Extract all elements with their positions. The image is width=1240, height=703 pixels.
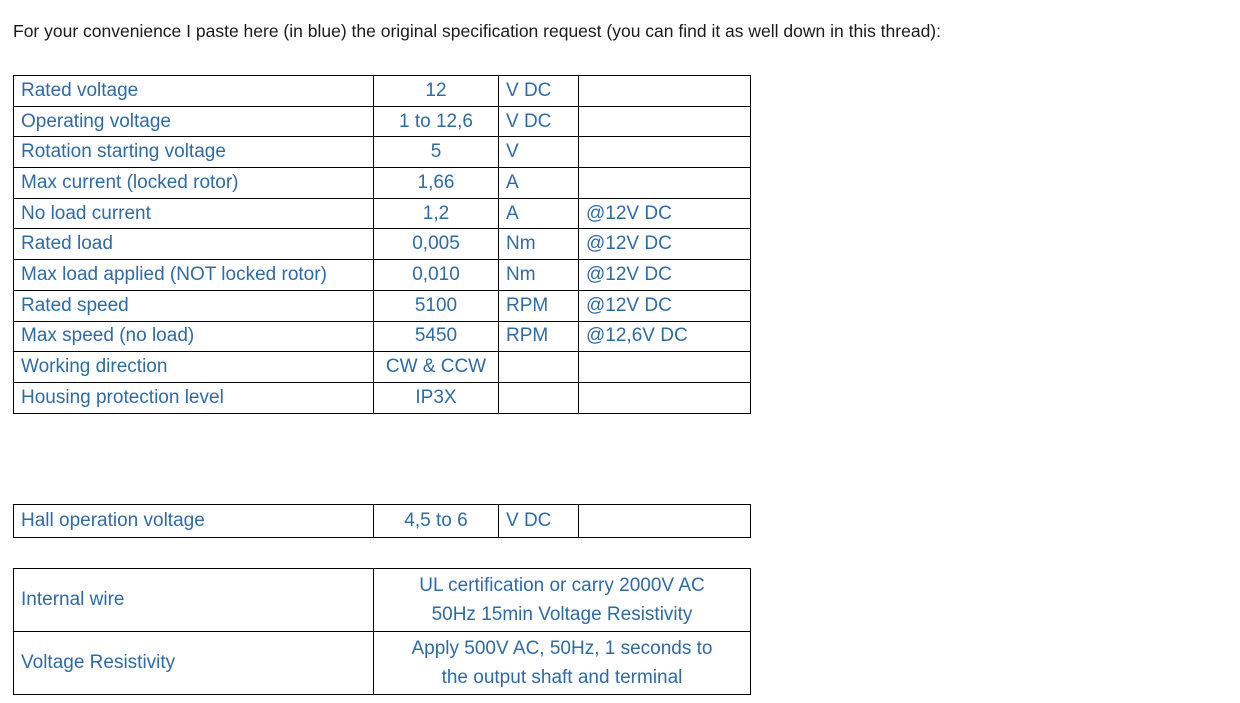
hall-spec-table-body — [14, 504, 751, 537]
spec-unit-cell: V — [499, 137, 579, 168]
spec-unit-cell: V DC — [499, 106, 579, 137]
spec-condition-cell: @12,6V DC — [579, 321, 751, 352]
spec-value-cell: 4,5 to 6 — [374, 504, 499, 537]
spec-value-cell: 0,010 — [374, 260, 499, 291]
spec-value-cell: 5 — [374, 137, 499, 168]
spec-condition-cell: @12V DC — [579, 260, 751, 291]
table-row — [14, 290, 751, 321]
spec-unit-cell — [499, 352, 579, 383]
intro-text: For your convenience I paste here (in blue) the original specification request (you can find it as well down in this thread): — [13, 21, 941, 41]
spec-unit-cell: V DC — [499, 504, 579, 537]
table-row — [14, 106, 751, 137]
spec-unit-cell: V DC — [499, 76, 579, 107]
spec-parameter-cell: Rotation starting voltage — [14, 137, 374, 168]
spec-parameter-cell: Rated load — [14, 229, 374, 260]
wire-spec-table-body — [14, 568, 751, 694]
spec-parameter-cell: Internal wire — [14, 568, 374, 631]
table-row — [14, 260, 751, 291]
table-row — [14, 229, 751, 260]
table-row — [14, 137, 751, 168]
spec-unit-cell: A — [499, 198, 579, 229]
spec-condition-cell — [579, 352, 751, 383]
table-row — [14, 352, 751, 383]
table-row — [14, 382, 751, 413]
description-line: 50Hz 15min Voltage Resistivity — [431, 603, 693, 625]
spec-parameter-cell: No load current — [14, 198, 374, 229]
spec-parameter-cell: Voltage Resistivity — [14, 631, 374, 694]
spec-unit-cell: Nm — [499, 260, 579, 291]
table-row — [14, 631, 751, 694]
spec-unit-cell: RPM — [499, 290, 579, 321]
spec-condition-cell: @12V DC — [579, 198, 751, 229]
spec-condition-cell: @12V DC — [579, 290, 751, 321]
spec-unit-cell: RPM — [499, 321, 579, 352]
spec-value-cell: 0,005 — [374, 229, 499, 260]
spec-condition-cell — [579, 106, 751, 137]
spec-value-cell: 1 to 12,6 — [374, 106, 499, 137]
spec-condition-cell — [579, 382, 751, 413]
table-row — [14, 76, 751, 107]
spec-condition-cell — [579, 137, 751, 168]
main-spec-table — [13, 75, 751, 414]
spec-unit-cell — [499, 382, 579, 413]
spec-value-cell: IP3X — [374, 382, 499, 413]
spec-description-cell — [374, 568, 751, 631]
wire-spec-table — [13, 568, 751, 695]
spec-condition-cell: @12V DC — [579, 229, 751, 260]
spec-value-cell: 1,66 — [374, 168, 499, 199]
spec-parameter-cell: Rated voltage — [14, 76, 374, 107]
spec-value-cell: 5450 — [374, 321, 499, 352]
table-row — [14, 198, 751, 229]
spec-parameter-cell: Housing protection level — [14, 382, 374, 413]
spec-value-cell: 1,2 — [374, 198, 499, 229]
description-line: the output shaft and terminal — [441, 666, 683, 688]
spec-condition-cell — [579, 76, 751, 107]
spec-parameter-cell: Max load applied (NOT locked rotor) — [14, 260, 374, 291]
spec-value-cell: CW & CCW — [374, 352, 499, 383]
spec-parameter-cell: Max current (locked rotor) — [14, 168, 374, 199]
spec-unit-cell: Nm — [499, 229, 579, 260]
table-row — [14, 504, 751, 537]
spec-value-cell: 12 — [374, 76, 499, 107]
main-spec-table-body — [14, 76, 751, 414]
hall-spec-table — [13, 504, 751, 538]
description-line: Apply 500V AC, 50Hz, 1 seconds to — [411, 637, 713, 659]
spec-unit-cell: A — [499, 168, 579, 199]
table-row — [14, 568, 751, 631]
spec-parameter-cell: Rated speed — [14, 290, 374, 321]
description-line: UL certification or carry 2000V AC — [419, 574, 705, 596]
table-row — [14, 168, 751, 199]
spec-condition-cell — [579, 504, 751, 537]
spec-parameter-cell: Operating voltage — [14, 106, 374, 137]
spec-condition-cell — [579, 168, 751, 199]
spec-parameter-cell: Working direction — [14, 352, 374, 383]
table-row — [14, 321, 751, 352]
spec-parameter-cell: Hall operation voltage — [14, 504, 374, 537]
spec-description-cell — [374, 631, 751, 694]
spec-value-cell: 5100 — [374, 290, 499, 321]
spec-parameter-cell: Max speed (no load) — [14, 321, 374, 352]
